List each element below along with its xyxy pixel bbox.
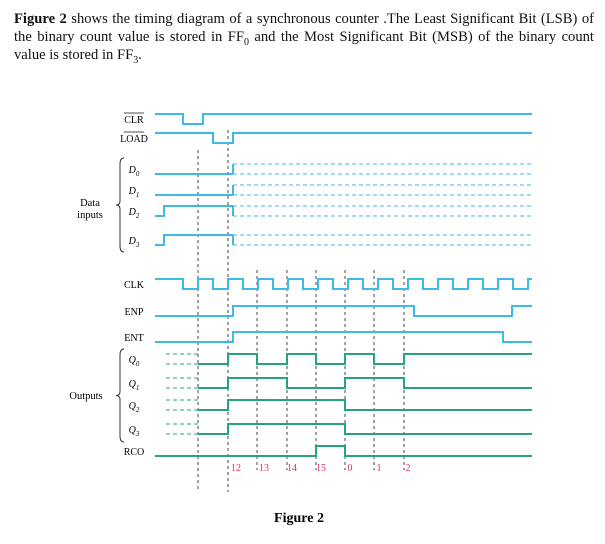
label-q3 <box>129 425 140 438</box>
label-q2-sub: 2 <box>135 406 140 414</box>
count-label-0: 0 <box>347 463 353 474</box>
intro-text-1: shows the timing diagram of a synchronous counter .The Least Significant Bit (LSB) of the binary count value is stored in FF <box>14 11 594 45</box>
label-q1 <box>129 379 140 392</box>
group-label-data: Data <box>80 198 100 209</box>
label-d3-sub: 3 <box>135 241 140 249</box>
count-label-2: 2 <box>405 463 411 474</box>
intro-text-3: . <box>138 47 142 63</box>
label-rco-text: RCO <box>123 447 145 458</box>
marker-lines <box>198 130 404 492</box>
label-q0-sub: 0 <box>135 360 140 368</box>
label-d3-text: D <box>128 236 136 247</box>
ent-waveform <box>155 332 532 342</box>
label-q3-text: Q <box>128 425 136 436</box>
label-d2 <box>128 207 140 220</box>
label-clr <box>124 115 144 126</box>
label-enp-text: ENP <box>124 307 144 318</box>
label-load <box>120 134 148 145</box>
load-waveform <box>155 133 532 143</box>
rco-waveform <box>155 446 532 456</box>
intro-sub-2: 3 <box>133 54 139 66</box>
label-q0 <box>129 355 140 368</box>
label-d1 <box>128 186 140 199</box>
group-label-outputs: Outputs <box>69 391 103 402</box>
clk-waveform <box>155 279 532 289</box>
signal-labels <box>69 113 148 458</box>
count-label-13: 13 <box>259 463 269 474</box>
label-d2-sub: 2 <box>135 212 140 220</box>
label-d3 <box>128 236 140 249</box>
label-q2 <box>129 401 140 414</box>
label-load-text: LOAD <box>120 134 148 145</box>
label-enp <box>125 307 144 318</box>
intro-text-2: and the Most Significant Bit (MSB) of the binary count value is stored in FF <box>14 29 594 63</box>
q2-waveform <box>198 400 532 410</box>
label-d0-sub: 0 <box>135 170 140 178</box>
label-q0-text: Q <box>128 355 136 366</box>
enp-waveform <box>155 306 532 316</box>
q1-waveform <box>198 378 532 388</box>
count-label-15: 15 <box>316 463 326 474</box>
label-d1-sub: 1 <box>135 191 140 199</box>
label-q2-text: Q <box>128 401 136 412</box>
label-q3-sub: 3 <box>135 430 140 438</box>
label-clk-text: CLK <box>124 280 144 291</box>
brace-outputs <box>116 349 124 442</box>
count-label-14: 14 <box>287 463 297 474</box>
d3-waveform <box>155 235 233 245</box>
label-q1-text: Q <box>128 379 136 390</box>
label-d0-text: D <box>128 165 136 176</box>
label-rco <box>124 447 145 458</box>
label-d2-text: D <box>128 207 136 218</box>
label-ent-text: ENT <box>124 333 144 344</box>
label-d1-text: D <box>128 186 136 197</box>
d2-waveform <box>155 206 233 216</box>
label-q1-sub: 1 <box>135 384 140 392</box>
label-ent <box>124 333 143 344</box>
clr-waveform <box>155 114 532 124</box>
q0-waveform <box>198 354 532 364</box>
waveforms <box>155 114 532 456</box>
intro-bold: Figure 2 <box>14 11 67 27</box>
label-d0 <box>128 165 140 178</box>
count-labels <box>231 463 411 474</box>
label-clr-text: CLR <box>124 115 144 126</box>
brace-data <box>116 158 124 252</box>
count-label-12: 12 <box>231 463 241 474</box>
group-label-inputs: inputs <box>77 210 103 221</box>
label-clk <box>124 280 145 291</box>
count-label-1: 1 <box>376 463 382 474</box>
intro-sub-1: 0 <box>243 36 249 48</box>
figure-caption: Figure 2 <box>274 511 324 526</box>
q3-waveform <box>198 424 532 434</box>
